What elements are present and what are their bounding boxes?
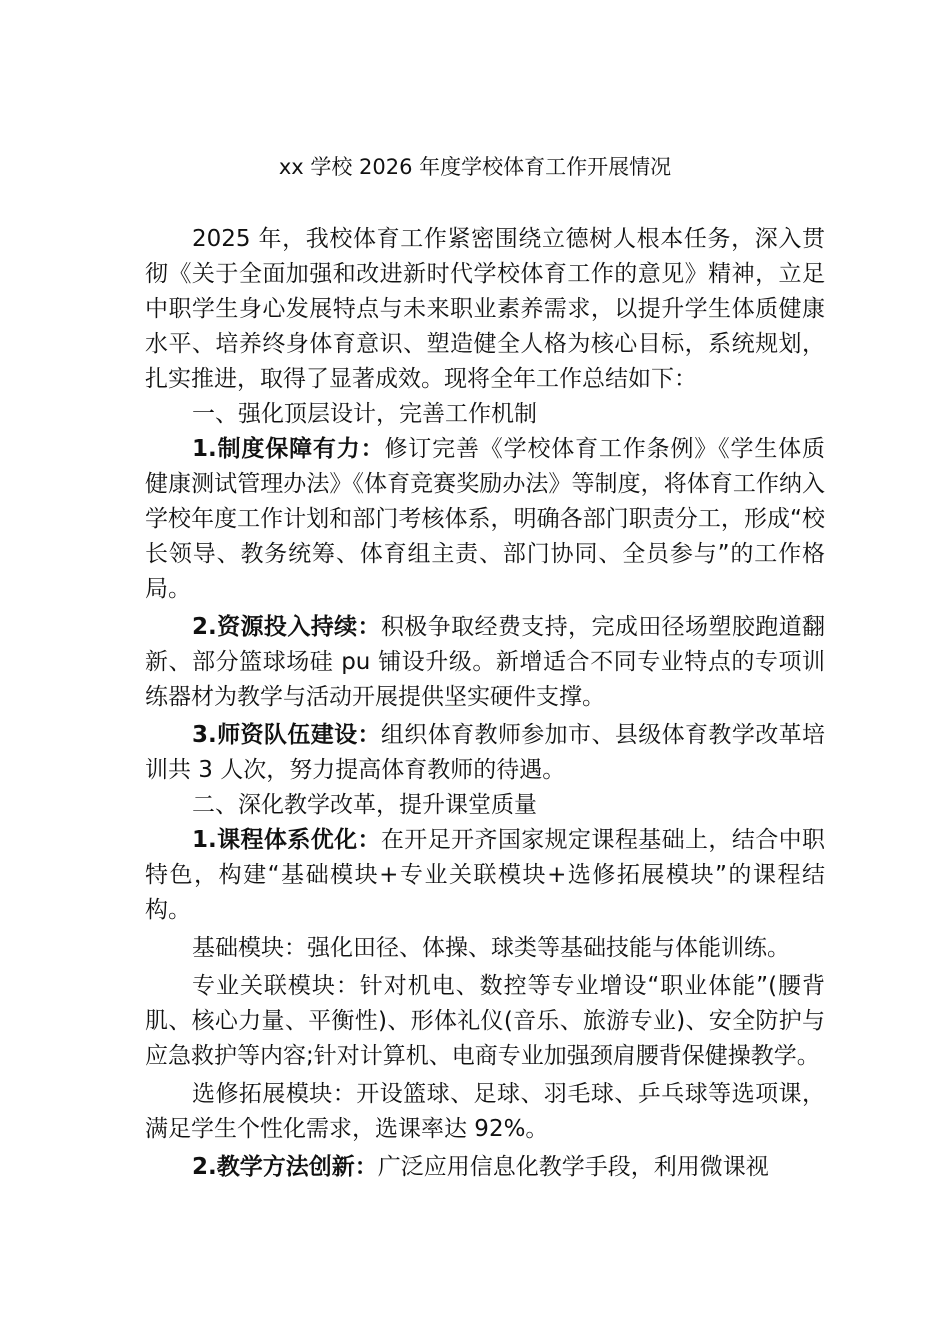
module-major-paragraph: 专业关联模块：针对机电、数控等专业增设“职业体能”(腰背肌、核心力量、平衡性)、形体礼仪(音乐、旅游专业)、安全防护与应急救护等内容;针对计算机、电商专业加强颈肩腰背保健操教学。: [145, 973, 825, 1069]
intro-paragraph: 2025 年，我校体育工作紧密围绕立德树人根本任务，深入贯彻《关于全面加强和改进新时代学校体育工作的意见》精神，立足中职学生身心发展特点与未来职业素养需求，以提升学生体质健康水平、培养终身体育意识、塑造健全人格为核心目标，系统规划，扎实推进，取得了显著成效。现将全年工作总结如下：: [145, 226, 825, 392]
section1-item1-lead: 1.制度保障有力：: [192, 436, 385, 462]
section1-item1-text: 修订完善《学校体育工作条例》《学生体质健康测试管理办法》《体育竞赛奖励办法》等制度，将体育工作纳入学校年度工作计划和部门考核体系，明确各部门职责分工，形成“校长领导、教务统筹、体育组主责、部门协同、全员参与”的工作格局。: [145, 436, 825, 602]
section-heading-1: 一、强化顶层设计，完善工作机制: [192, 401, 537, 427]
section1-item3-lead: 3.师资队伍建设：: [192, 722, 381, 748]
document-title: xx 学校 2026 年度学校体育工作开展情况: [278, 155, 672, 179]
section2-item1-text: 在开足开齐国家规定课程基础上，结合中职特色，构建“基础模块+专业关联模块+选修拓展模块”的课程结构。: [145, 827, 826, 923]
section1-item2-text: 积极争取经费支持，完成田径场塑胶跑道翻新、部分篮球场硅 pu 铺设升级。新增适合不同专业特点的专项训练器材为教学与活动开展提供坚实硬件支撑。: [145, 614, 826, 710]
section2-item2-lead: 2.教学方法创新：: [192, 1154, 378, 1180]
section1-item3-paragraph: [145, 718, 825, 788]
section1-item1-paragraph: [145, 432, 825, 607]
section1-item2-paragraph: [145, 610, 825, 715]
module-basic-paragraph: 基础模块：强化田径、体操、球类等基础技能与体能训练。: [192, 935, 790, 961]
section1-item2-lead: 2.资源投入持续：: [192, 614, 381, 640]
section2-item1-paragraph: [145, 823, 825, 928]
section2-item2-paragraph: [145, 1150, 825, 1185]
section-heading-2: 二、深化教学改革，提升课堂质量: [192, 792, 537, 818]
section2-item2-text: 广泛应用信息化教学手段，利用微课视: [377, 1154, 769, 1180]
module-elective-paragraph: 选修拓展模块：开设篮球、足球、羽毛球、乒乓球等选项课，满足学生个性化需求，选课率达 92%。: [145, 1081, 825, 1142]
section2-item1-lead: 1.课程体系优化：: [192, 827, 381, 853]
document-body: [145, 222, 825, 1185]
section1-item3-text: 组织体育教师参加市、县级体育教学改革培训共 3 人次，努力提高体育教师的待遇。: [145, 722, 826, 783]
